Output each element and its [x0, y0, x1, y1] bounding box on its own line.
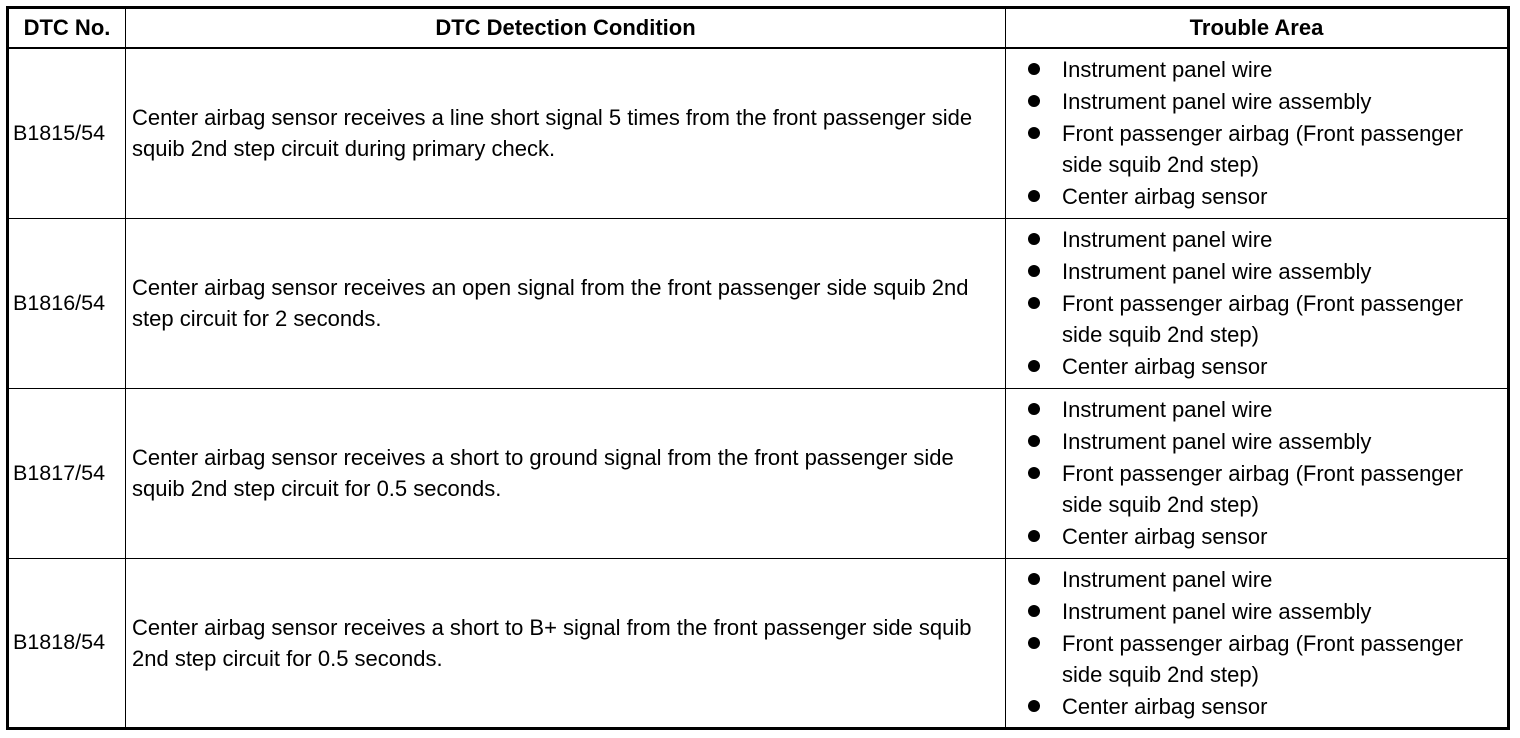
header-trouble-area: Trouble Area [1006, 8, 1509, 49]
trouble-area-item [1028, 288, 1507, 350]
bullet-icon [1028, 360, 1040, 372]
table-row [8, 218, 1509, 388]
bullet-icon [1028, 233, 1040, 245]
trouble-area-item [1028, 458, 1507, 520]
trouble-area-list [1028, 54, 1507, 212]
trouble-area-cell [1006, 388, 1509, 558]
trouble-area-text: Instrument panel wire [1062, 227, 1273, 252]
trouble-area-text: Instrument panel wire [1062, 566, 1273, 592]
table-body [8, 48, 1509, 728]
trouble-area-text: Instrument panel wire assembly [1062, 429, 1372, 454]
trouble-area-text: Instrument panel wire assembly [1062, 259, 1372, 284]
bullet-icon [1028, 605, 1040, 617]
trouble-area-text: Instrument panel wire [1062, 57, 1273, 83]
table-row [8, 48, 1509, 218]
bullet-icon [1028, 700, 1040, 712]
bullet-icon [1028, 530, 1040, 542]
trouble-area-text: Center airbag sensor [1062, 524, 1268, 549]
trouble-area-item [1028, 426, 1507, 457]
bullet-icon [1028, 435, 1040, 447]
bullet-icon [1028, 190, 1040, 202]
detection-condition: Center airbag sensor receives a short to ground signal from the front passenger side squib 2nd step circuit for 0.5 seconds. [126, 388, 1006, 558]
detection-condition: Center airbag sensor receives an open signal from the front passenger side squib 2nd step circuit for 2 seconds. [126, 218, 1006, 388]
bullet-icon [1028, 63, 1040, 75]
trouble-area-item [1028, 394, 1507, 425]
trouble-area-item [1028, 224, 1507, 255]
trouble-area-cell [1006, 558, 1509, 728]
trouble-area-cell [1006, 218, 1509, 388]
trouble-area-text: Front passenger airbag (Front passenger side squib 2nd step) [1062, 121, 1464, 178]
dtc-code: B1817/54 [8, 388, 126, 558]
trouble-area-cell [1006, 48, 1509, 218]
trouble-area-text: Front passenger airbag (Front passenger side squib 2nd step) [1062, 630, 1464, 687]
detection-condition: Center airbag sensor receives a short to B+ signal from the front passenger side squib 2nd step circuit for 0.5 seconds. [126, 558, 1006, 728]
trouble-area-item [1028, 351, 1507, 382]
dtc-table [6, 6, 1510, 730]
trouble-area-text: Instrument panel wire assembly [1062, 89, 1372, 115]
trouble-area-item [1028, 521, 1507, 552]
trouble-area-list [1028, 564, 1507, 722]
header-condition: DTC Detection Condition [126, 8, 1006, 49]
bullet-icon [1028, 297, 1040, 309]
trouble-area-item [1028, 691, 1507, 722]
trouble-area-text: Center airbag sensor [1062, 184, 1268, 210]
trouble-area-text: Center airbag sensor [1062, 354, 1268, 379]
trouble-area-text: Front passenger airbag (Front passenger side squib 2nd step) [1062, 461, 1464, 517]
trouble-area-item [1028, 596, 1507, 627]
trouble-area-list [1028, 394, 1507, 552]
trouble-area-text: Instrument panel wire [1062, 397, 1273, 422]
dtc-code: B1816/54 [8, 218, 126, 388]
bullet-icon [1028, 265, 1040, 277]
trouble-area-item [1028, 86, 1507, 117]
trouble-area-item [1028, 54, 1507, 85]
trouble-area-item [1028, 256, 1507, 287]
trouble-area-list [1028, 224, 1507, 382]
trouble-area-item [1028, 181, 1507, 212]
trouble-area-text: Instrument panel wire assembly [1062, 598, 1372, 624]
table-row [8, 388, 1509, 558]
header-dtc-no: DTC No. [8, 8, 126, 49]
trouble-area-text: Center airbag sensor [1062, 693, 1268, 719]
bullet-icon [1028, 467, 1040, 479]
dtc-code: B1815/54 [8, 48, 126, 218]
bullet-icon [1028, 637, 1040, 649]
trouble-area-item [1028, 628, 1507, 690]
trouble-area-text: Front passenger airbag (Front passenger side squib 2nd step) [1062, 291, 1464, 347]
bullet-icon [1028, 95, 1040, 107]
bullet-icon [1028, 573, 1040, 585]
table-row [8, 558, 1509, 728]
detection-condition: Center airbag sensor receives a line short signal 5 times from the front passenger side squib 2nd step circuit during primary check. [126, 48, 1006, 218]
dtc-code: B1818/54 [8, 558, 126, 728]
header-row [8, 8, 1509, 49]
trouble-area-item [1028, 118, 1507, 180]
bullet-icon [1028, 127, 1040, 139]
bullet-icon [1028, 403, 1040, 415]
table-header [8, 8, 1509, 49]
trouble-area-item [1028, 564, 1507, 595]
